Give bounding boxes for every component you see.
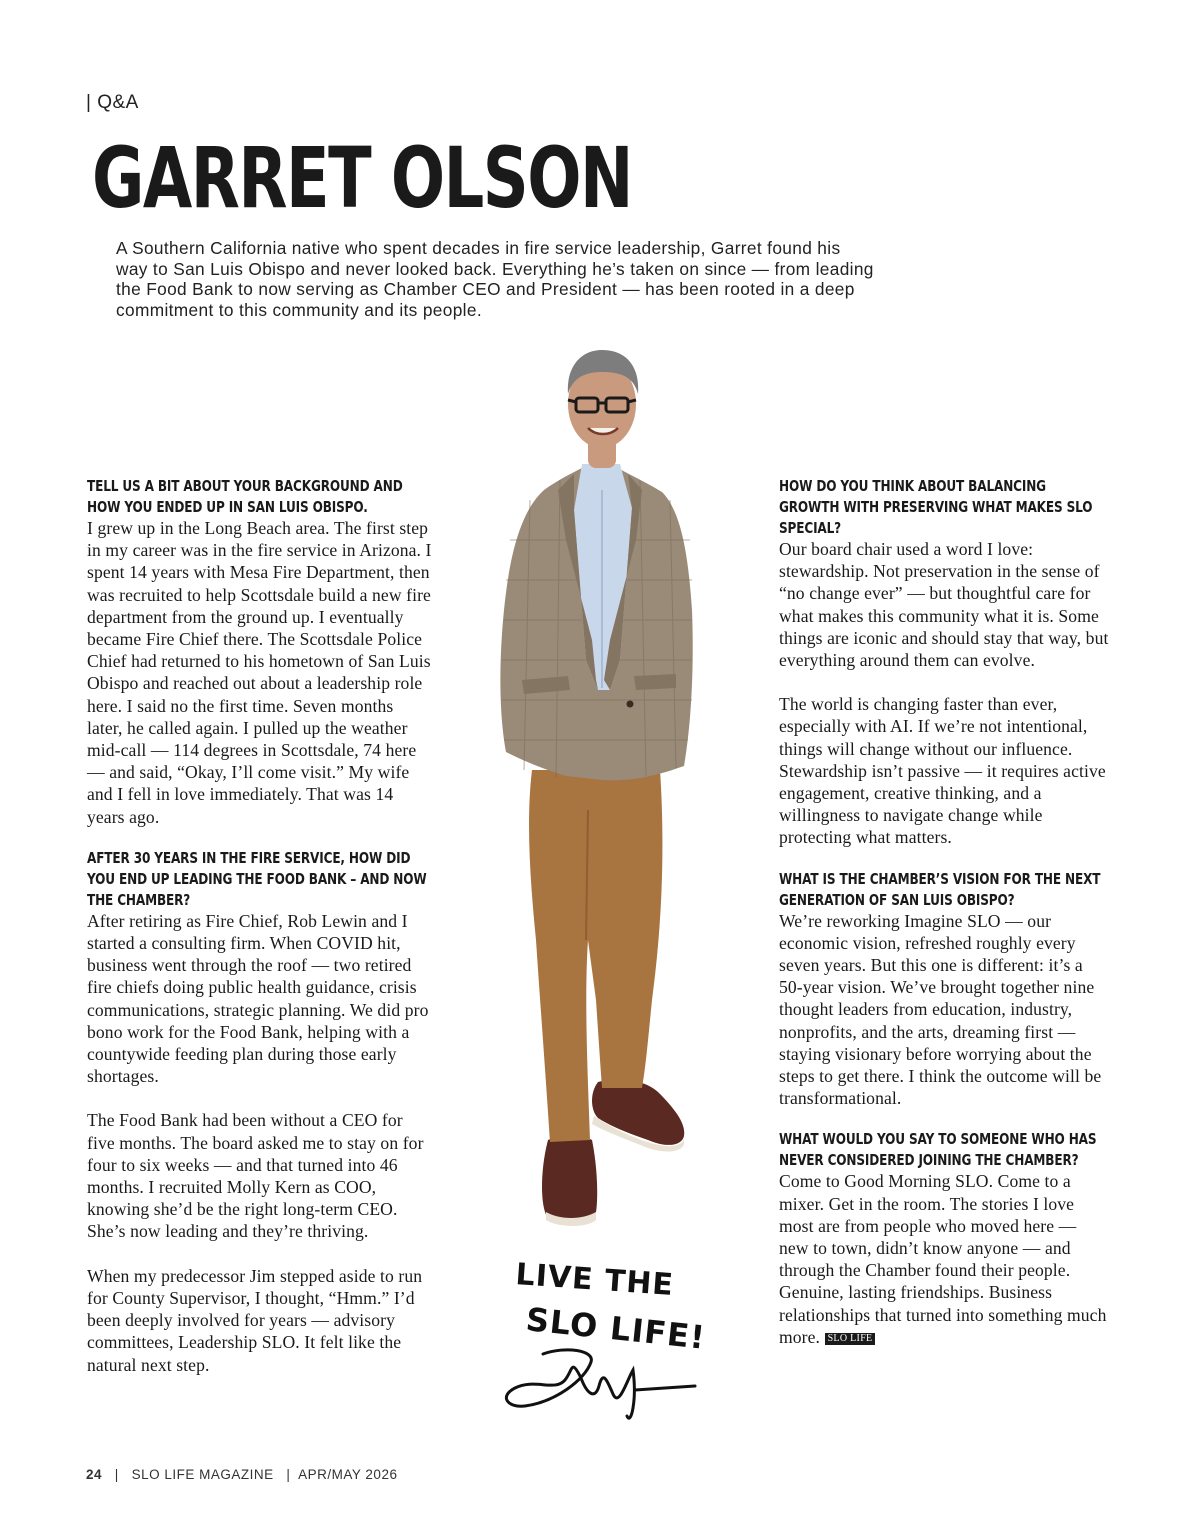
qa-block-vision <box>779 869 1109 1110</box>
page-number: 24 <box>86 1467 103 1482</box>
answer <box>779 1170 1109 1348</box>
answer <box>779 538 1109 849</box>
answer <box>87 517 432 828</box>
question-heading: HOW DO YOU THINK ABOUT BALANCING GROWTH WITH PRESERVING WHAT MAKES SLO SPECIAL? <box>779 477 1093 537</box>
answer-paragraph: The world is changing faster than ever, especially with AI. If we’re not intentional, things will change without our influence. Stewardship isn’t passive — it requires active engagement, creative thinking, and a willingness to navigate change while protecting what matters. <box>779 694 1106 848</box>
answer-paragraph <box>779 1170 1109 1348</box>
answer <box>87 910 432 1376</box>
answer-paragraph: I grew up in the Long Beach area. The first step in my career was in the fire service in Arizona. I spent 14 years with Mesa Fire Department, then was recruited to help Scottsdale build a new fire department from the ground up. I eventually became Fire Chief there. The Scottsdale Police Chief had returned to his hometown of San Luis Obispo and reached out about a leadership role here. I said no the first time. Seven months later, he called again. I pulled up the weather mid-call — 114 degrees in Scottsdale, 74 here — and said, “Okay, I’ll come visit.” My wife and I fell in love immediately. That was 14 years ago. <box>87 518 432 827</box>
answer <box>779 910 1109 1110</box>
signature-scribble <box>506 1350 695 1418</box>
issue-date: APR/MAY 2026 <box>298 1467 398 1482</box>
publication-name: SLO LIFE MAGAZINE <box>131 1467 274 1482</box>
question-heading: AFTER 30 YEARS IN THE FIRE SERVICE, HOW DID YOU END UP LEADING THE FOOD BANK – AND NOW THE CHAMBER? <box>87 848 427 909</box>
question-heading: WHAT IS THE CHAMBER’S VISION FOR THE NEXT GENERATION OF SAN LUIS OBISPO? <box>779 869 1101 909</box>
qa-block-background <box>87 476 432 828</box>
question-heading: WHAT WOULD YOU SAY TO SOMEONE WHO HAS NEVER CONSIDERED JOINING THE CHAMBER? <box>779 1130 1097 1170</box>
jacket-pocket <box>634 674 676 690</box>
question-heading: TELL US A BIT ABOUT YOUR BACKGROUND AND HOW YOU ENDED UP IN SAN LUIS OBISPO. <box>87 477 403 516</box>
page-footer <box>86 1467 397 1482</box>
page-title: GARRET OLSON <box>92 129 632 227</box>
left-column <box>87 476 432 1396</box>
answer-paragraph: We’re reworking Imagine SLO — our economic vision, refreshed roughly every seven years. But this one is different: it’s a 50-year vision. We’ve brought together nine thought leaders from education, industry, nonprofits, and the arts, dreaming first — staying visionary before worrying about the steps to get there. I think the outcome will be transformational. <box>779 910 1102 1109</box>
end-mark: SLO LIFE <box>825 1333 876 1345</box>
answer-paragraph: The Food Bank had been without a CEO for five months. The board asked me to stay on for four to six weeks — and that turned into 46 months. I recruited Molly Kern as COO, knowing she’d be the right long-term CEO. She’s now leading and they’re thriving. <box>87 1110 424 1242</box>
answer-paragraph: After retiring as Fire Chief, Rob Lewin and I started a consulting firm. When COVID hit, business went through the roof — two retired fire chiefs doing public health guidance, crisis communications, strategic planning. We did pro bono work for the Food Bank, helping with a countywide feeding plan during those early shortages. <box>87 910 429 1087</box>
qa-block-growth <box>779 476 1109 849</box>
left-shoe <box>542 1136 597 1223</box>
qa-block-food-bank <box>87 848 432 1376</box>
answer-paragraph: Our board chair used a word I love: stewardship. Not preservation in the sense of “no change ever” — but thoughtful care for what makes this community what it is. Some things are iconic and should stay that way, but everything around them can evolve. <box>779 539 1109 671</box>
section-tag: | Q&A <box>86 92 139 113</box>
footer-separator: | <box>277 1467 295 1482</box>
jacket-button <box>627 701 634 708</box>
right-column <box>779 476 1109 1368</box>
signature-line-live-the: LIVE THE <box>514 1257 675 1304</box>
answer-paragraph: When my predecessor Jim stepped aside to run for County Supervisor, I thought, “Hmm.” I’d been deeply involved for years — advisory committees, Leadership SLO. It felt like the natural next step. <box>87 1265 423 1375</box>
intro-paragraph: A Southern California native who spent decades in fire service leadership, Garret found his way to San Luis Obispo and never looked back. Everything he’s taken on since — from leading the Food Bank to now serving as Chamber CEO and President — has been rooted in a deep commitment to this community and its people. <box>116 238 874 320</box>
qa-block-joining <box>779 1129 1109 1348</box>
portrait-photo <box>470 340 730 1230</box>
signature-line-slo-life: SLO LIFE! <box>524 1300 708 1357</box>
footer-separator: | <box>106 1467 128 1482</box>
right-shoe <box>592 1079 684 1145</box>
handwritten-signature <box>495 1230 725 1430</box>
answer-text: Come to Good Morning SLO. Come to a mixer. Get in the room. The stories I love most are from people who moved here — new to town, didn’t know anyone — and through the Chamber found their people. Genuine, lasting friendships. Business relationships that turned into something much more. <box>779 1171 1107 1347</box>
